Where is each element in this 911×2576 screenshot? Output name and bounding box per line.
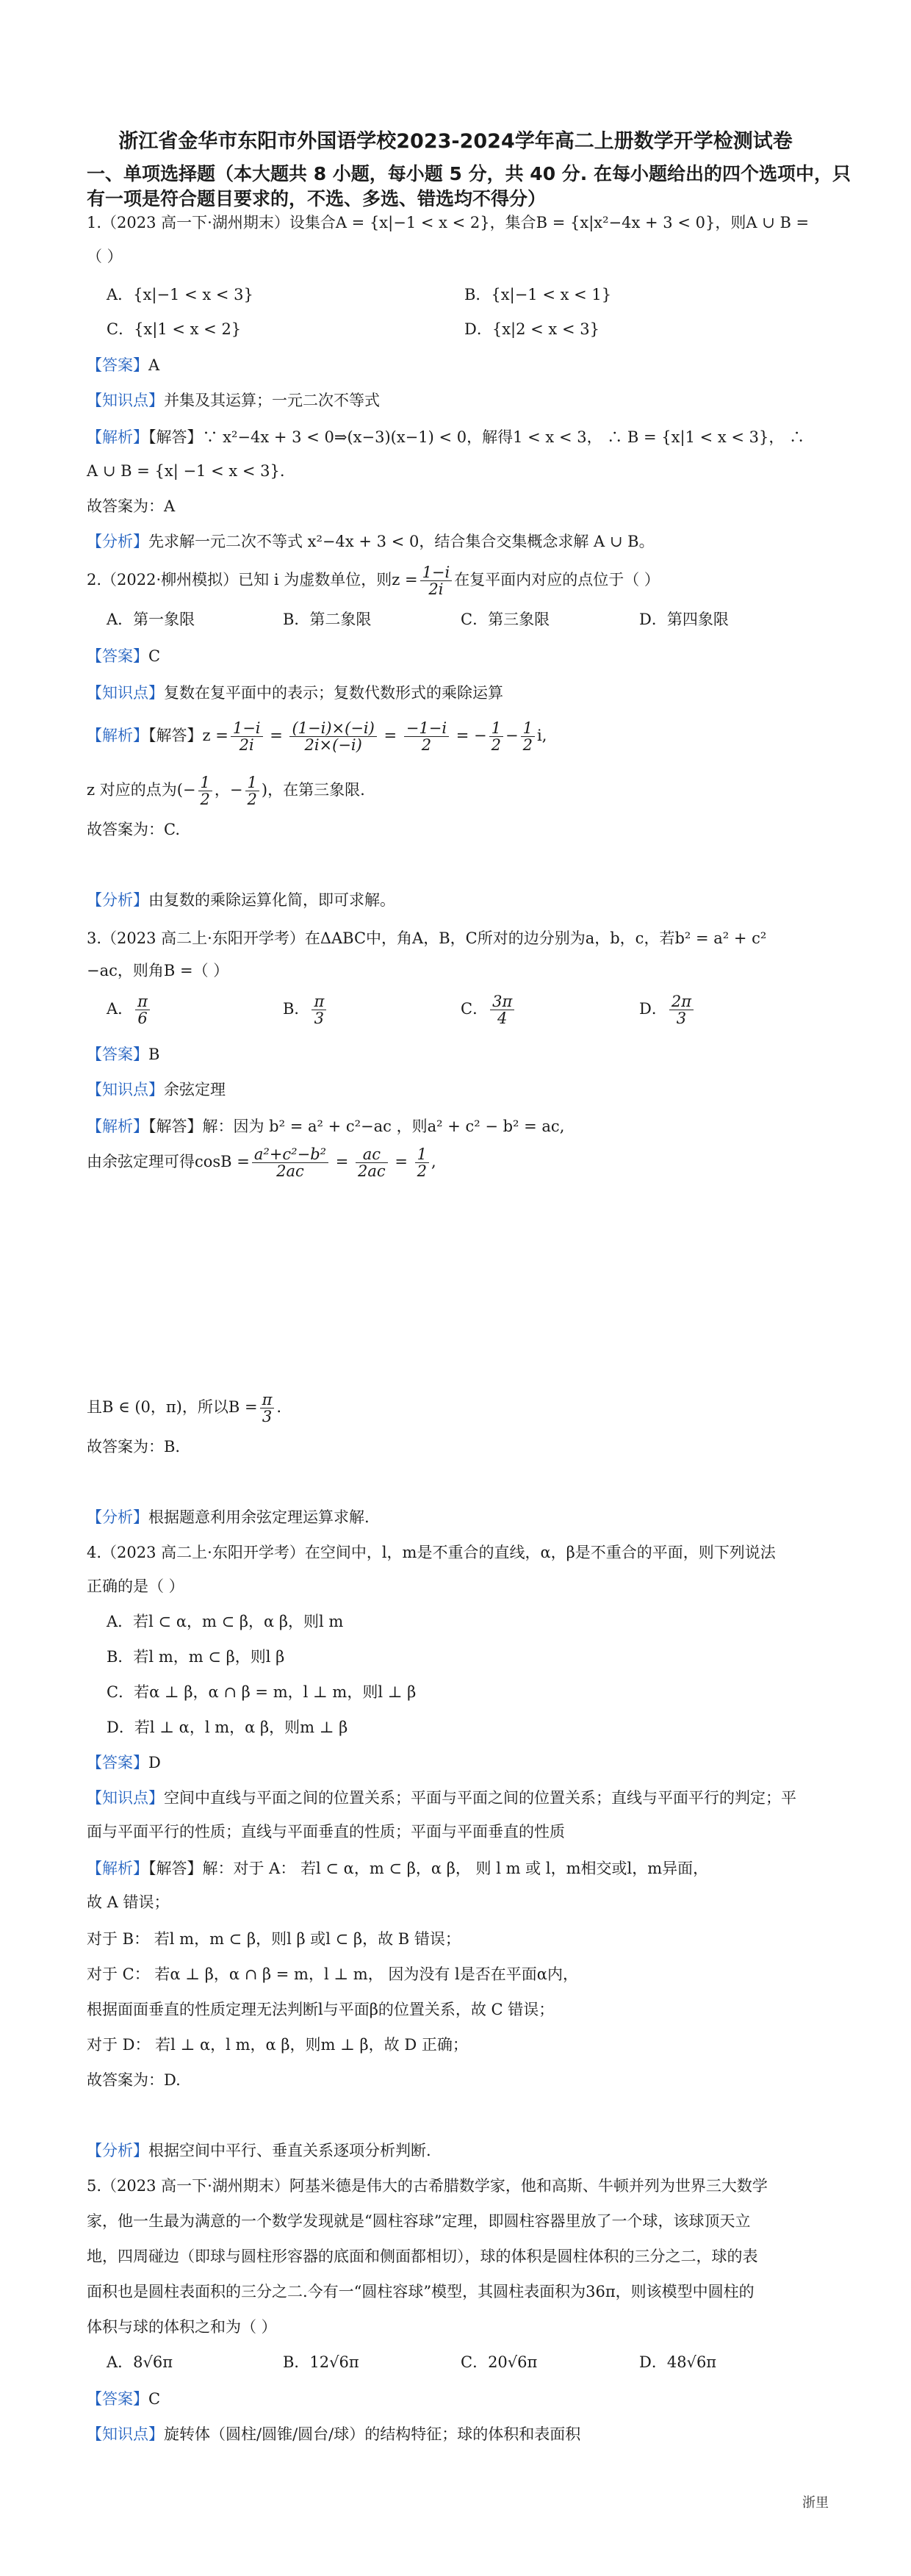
- analysis-text: 根据空间中平行、垂直关系逐项分析判断.: [148, 2142, 431, 2159]
- q1-stem: 1.（2023 高一下·湖州期末）设集合A = {x|−1 < x < 2}，集合B = {x|x²−4x + 3 < 0}，则A ∪ B =: [87, 214, 810, 231]
- point-post: )，在第三象限.: [261, 781, 365, 799]
- q5-stem: 5.（2023 高一下·湖州期末）阿基米德是伟大的古希腊数学家，他和高斯、牛顿并列为世界三大数学: [87, 2177, 768, 2195]
- fraction-numerator: 1: [245, 774, 259, 791]
- knowledge-text: 并集及其运算；一元二次不等式: [164, 392, 380, 409]
- cosine-fraction-2: [356, 1146, 388, 1179]
- analysis-text: 由复数的乘除运算化简，即可求解。: [148, 891, 395, 909]
- q3-stem: 3.（2023 高二上·东阳开学考）在ΔABC中，角A，B，C所对的边分别为a，b，c，若b² = a² + c²: [87, 929, 767, 947]
- q1-solution: [87, 426, 829, 448]
- q1-option-a: A．{x|−1 < x < 3}: [107, 286, 253, 303]
- range-post: .: [276, 1398, 282, 1416]
- fraction-numerator: 3π: [490, 993, 514, 1010]
- point-fraction-1: [198, 774, 212, 807]
- option-label: B．: [283, 1000, 310, 1018]
- fraction-numerator: a²+c²−b²: [252, 1146, 328, 1163]
- fraction-denominator: 2: [491, 736, 501, 754]
- q5-stem-l2: 家，他一生最为满意的一个数学发现就是“圆柱容球”定理，即圆柱容器里放了一个球，该球顶天立: [87, 2212, 751, 2230]
- fraction-numerator: 1: [521, 720, 535, 737]
- q5-knowledge: [87, 2423, 829, 2445]
- knowledge-text: 旋转体（圆柱/圆锥/圆台/球）的结构特征；球的体积和表面积: [164, 2425, 581, 2443]
- q5-option-a: A．8√6π: [107, 2353, 173, 2371]
- q5-option-c: C．20√6π: [461, 2353, 538, 2371]
- q1-option-b: B．{x|−1 < x < 1}: [464, 286, 612, 303]
- range-pre: 且B ∈ (0，π)，所以B =: [87, 1398, 258, 1416]
- point-fraction-2: [245, 774, 259, 807]
- answer-tag: 【答案】: [87, 1754, 148, 1771]
- point-mid: ，−: [214, 781, 243, 799]
- q3-stem-cont: −ac，则角B =（ ）: [87, 962, 229, 979]
- q3-solution: [87, 1115, 829, 1137]
- q3-knowledge: [87, 1079, 829, 1101]
- q4-final-answer: 故答案为：D.: [87, 2071, 181, 2089]
- q2-solution: 【解析】【解答】z = $\frac{1-i}{2i}$ = $\frac{(1-i)\times(-i)}{2i\times(-i)}$ = $\frac{-1-i}{2}$ = − $\frac{1}{2}$ − $\frac{1}{2}$ i,: [87, 719, 547, 754]
- fraction-denominator: 3: [314, 1010, 325, 1027]
- solution-pre: 【解答】z =: [148, 727, 228, 744]
- fraction-denominator: 2i: [239, 736, 254, 754]
- option-fraction: [135, 993, 150, 1026]
- answer-value: D: [148, 1754, 161, 1771]
- fraction-numerator: π: [312, 993, 326, 1010]
- analysis-text: 根据题意利用余弦定理运算求解.: [148, 1508, 370, 1526]
- fraction-denominator: 2: [247, 791, 257, 808]
- q5-option-b: B．12√6π: [283, 2353, 359, 2371]
- fraction-numerator: 1: [415, 1146, 429, 1163]
- section1-heading: 一、单项选择题（本大题共 8 小题，每小题 5 分，共 40 分. 在每小题给出的四个选项中，只: [87, 163, 851, 184]
- solution-tag: 【解析】: [87, 727, 148, 744]
- fraction-denominator: 2ac: [358, 1162, 386, 1180]
- answer-value: B: [148, 1046, 160, 1063]
- fraction-numerator: −1−i: [404, 720, 449, 737]
- q5-stem-l5: 体积与球的体积之和为（ ）: [87, 2318, 277, 2336]
- analysis-tag: 【分析】: [87, 891, 148, 909]
- analysis-tag: 【分析】: [87, 2142, 148, 2159]
- q2-answer: [87, 645, 829, 667]
- q4-stem: 4.（2023 高二上·东阳开学考）在空间中，l，m是不重合的直线，α，β是不重合的平面，则下列说法: [87, 1544, 776, 1561]
- knowledge-tag: 【知识点】: [87, 684, 164, 702]
- q5-stem-l4: 面积也是圆柱表面积的三分之二.今有一“圆柱容球”模型，其圆柱表面积为36π，则该模型中圆柱的: [87, 2283, 755, 2300]
- q2-analysis: [87, 889, 829, 911]
- q4-stem-cont: 正确的是（ ）: [87, 1577, 184, 1595]
- q3-final-answer: 故答案为：B.: [87, 1438, 181, 1456]
- answer-tag: 【答案】: [87, 647, 148, 665]
- fraction-numerator: (1−i)×(−i): [289, 720, 376, 737]
- fraction-denominator: 2: [522, 736, 533, 754]
- q4-solution-l4: 对于 C： 若α ⊥ β，α ∩ β = m，l ⊥ m， 因为没有 l是否在平面α内，: [87, 1965, 578, 1983]
- range-fraction: [260, 1392, 275, 1425]
- q2-final-answer: 故答案为：C.: [87, 821, 180, 838]
- q2-option-c: C．第三象限: [461, 611, 550, 628]
- solution-tail: i,: [536, 727, 547, 744]
- solution-tag: 【解析】: [87, 1860, 148, 1877]
- q4-solution: [87, 1857, 829, 1879]
- q4-knowledge: [87, 1787, 829, 1809]
- q2-option-d: D．第四象限: [639, 611, 729, 628]
- fraction-denominator: 3: [262, 1408, 273, 1425]
- fraction-numerator: 2π: [669, 993, 694, 1010]
- q4-option-a: A．若l ⊂ α，m ⊂ β，α β，则l m: [107, 1613, 344, 1630]
- q2-knowledge: [87, 682, 829, 704]
- q3-cosine: 由余弦定理可得cosB = $\frac{\text{a²+c²−b²}}{2ac}$ = $\frac{ac}{2ac}$ = $\frac{1}{2}$ ,: [87, 1145, 436, 1180]
- q4-solution-l5: 根据面面垂直的性质定理无法判断l与平面β的位置关系，故 C 错误；: [87, 2001, 555, 2018]
- fraction-1: [231, 720, 263, 753]
- fraction-denominator: 2: [417, 1162, 427, 1180]
- fraction-denominator: 2: [200, 791, 210, 808]
- knowledge-text: 余弦定理: [164, 1081, 226, 1098]
- q3-option-a: [107, 990, 152, 1027]
- analysis-text: 先求解一元二次不等式 x²−4x + 3 < 0，结合集合交集概念求解 A ∪ B。: [148, 533, 655, 550]
- solution-text: 【解答】∵ x²−4x + 3 < 0⇒(x−3)(x−1) < 0，解得1 < x < 3， ∴ B = {x|1 < x < 3}， ∴: [148, 428, 805, 446]
- q1-solution-cont: A ∪ B = {x| −1 < x < 3}.: [87, 462, 285, 480]
- fraction-numerator: π: [135, 993, 150, 1010]
- q1-final-answer: 故答案为：A: [87, 497, 176, 515]
- q1-option-d: D．{x|2 < x < 3}: [464, 320, 599, 338]
- option-fraction: [669, 993, 694, 1026]
- fraction-numerator: 1: [489, 720, 503, 737]
- knowledge-tag: 【知识点】: [87, 1081, 164, 1098]
- q4-option-d: D．若l ⊥ α，l m，α β，则m ⊥ β: [107, 1719, 348, 1736]
- q1-option-c: C．{x|1 < x < 2}: [107, 320, 242, 338]
- fraction-numerator: π: [260, 1392, 275, 1408]
- fraction-denominator: 2i: [428, 580, 444, 598]
- fraction-numerator: ac: [356, 1146, 388, 1163]
- q2-option-a: A．第一象限: [107, 611, 195, 628]
- option-label: A．: [107, 1000, 134, 1018]
- analysis-tag: 【分析】: [87, 1508, 148, 1526]
- fraction-numerator: 1−i: [231, 720, 263, 737]
- fraction-4: [489, 720, 503, 753]
- fraction-3: [404, 720, 449, 753]
- q3-analysis: [87, 1506, 829, 1528]
- solution-text: 【解答】解：对于 A： 若l ⊂ α，m ⊂ β，α β， 则 l m 或 l，m相交或l，m异面，: [148, 1860, 709, 1877]
- answer-value: C: [148, 2390, 161, 2408]
- fraction-numerator: 1−i: [420, 564, 453, 581]
- q3-answer: [87, 1043, 829, 1065]
- option-fraction: [490, 993, 514, 1026]
- cosine-fraction-3: [415, 1146, 429, 1179]
- cosine-post: ,: [431, 1153, 436, 1170]
- q4-solution-l6: 对于 D： 若l ⊥ α，l m，α β，则m ⊥ β，故 D 正确；: [87, 2036, 468, 2054]
- fraction-2: [289, 720, 376, 753]
- q4-solution-l2: 故 A 错误；: [87, 1893, 170, 1911]
- q1-knowledge: [87, 389, 829, 411]
- q3-option-d: [639, 990, 696, 1027]
- analysis-tag: 【分析】: [87, 533, 148, 550]
- q2-option-b: B．第二象限: [283, 611, 372, 628]
- answer-value: C: [148, 647, 161, 665]
- knowledge-tag: 【知识点】: [87, 392, 164, 409]
- q5-stem-l3: 地，四周碰边（即球与圆柱形容器的底面和侧面都相切），球的体积是圆柱体积的三分之二，球的表: [87, 2248, 758, 2265]
- q5-option-d: D．48√6π: [639, 2353, 717, 2371]
- q2-stem: [87, 561, 829, 598]
- q4-solution-l3: 对于 B： 若l m，m ⊂ β，则l β 或l ⊂ β，故 B 错误；: [87, 1930, 461, 1948]
- q2-stem-fraction: [420, 564, 453, 597]
- fraction-denominator: 2ac: [276, 1162, 304, 1180]
- fraction-denominator: 2i×(−i): [304, 736, 362, 754]
- fraction-denominator: 2: [421, 736, 432, 754]
- q2-stem-post: 在复平面内对应的点位于（ ）: [454, 571, 660, 589]
- solution-text: 【解答】解：因为 b² = a² + c²−ac ，则a² + c² − b² = ac,: [148, 1118, 565, 1135]
- q4-option-c: C．若α ⊥ β，α ∩ β = m，l ⊥ m，则l ⊥ β: [107, 1683, 417, 1701]
- section1-heading-cont: 有一项是符合题目要求的，不选、多选、错选均不得分）: [87, 188, 547, 209]
- doc-title: 浙江省金华市东阳市外国语学校2023-2024学年高二上册数学开学检测试卷: [118, 130, 793, 153]
- q3-option-c: [461, 990, 516, 1027]
- q2-stem-pre: 2.（2022·柳州模拟）已知 i 为虚数单位，则z =: [87, 571, 418, 589]
- knowledge-text: 复数在复平面中的表示；复数代数形式的乘除运算: [164, 684, 503, 702]
- knowledge-text: 空间中直线与平面之间的位置关系；平面与平面之间的位置关系；直线与平面平行的判定；平: [164, 1789, 796, 1807]
- q3-range: [87, 1389, 829, 1425]
- answer-value: A: [148, 356, 160, 374]
- fraction-5: [521, 720, 535, 753]
- option-fraction: [312, 993, 326, 1026]
- fraction-numerator: 1: [198, 774, 212, 791]
- option-label: C．: [461, 1000, 489, 1018]
- solution-tag: 【解析】: [87, 428, 148, 446]
- answer-tag: 【答案】: [87, 2390, 148, 2408]
- knowledge-tag: 【知识点】: [87, 2425, 164, 2443]
- fraction-denominator: 6: [137, 1010, 148, 1027]
- fraction-denominator: 4: [497, 1010, 508, 1027]
- knowledge-tag: 【知识点】: [87, 1789, 164, 1807]
- q3-option-b: [283, 990, 328, 1027]
- q4-option-b: B．若l m，m ⊂ β，则l β: [107, 1648, 285, 1666]
- cosine-pre: 由余弦定理可得cosB =: [87, 1153, 250, 1170]
- q5-answer: [87, 2388, 829, 2410]
- q2-point: [87, 771, 829, 808]
- fraction-denominator: 3: [676, 1010, 687, 1027]
- q4-answer: [87, 1752, 829, 1774]
- answer-tag: 【答案】: [87, 356, 148, 374]
- q4-knowledge-cont: 面与平面平行的性质；直线与平面垂直的性质；平面与平面垂直的性质: [87, 1823, 565, 1841]
- q4-analysis: [87, 2140, 829, 2162]
- q1-answer: [87, 354, 829, 376]
- option-label: D．: [639, 1000, 667, 1018]
- answer-tag: 【答案】: [87, 1046, 148, 1063]
- page-footer: 浙里: [802, 2495, 829, 2511]
- q1-analysis: [87, 530, 829, 553]
- solution-tag: 【解析】: [87, 1118, 148, 1135]
- cosine-fraction-1: [252, 1146, 328, 1179]
- q1-stem-cont: （ ）: [87, 248, 123, 265]
- point-pre: z 对应的点为(−: [87, 781, 196, 799]
